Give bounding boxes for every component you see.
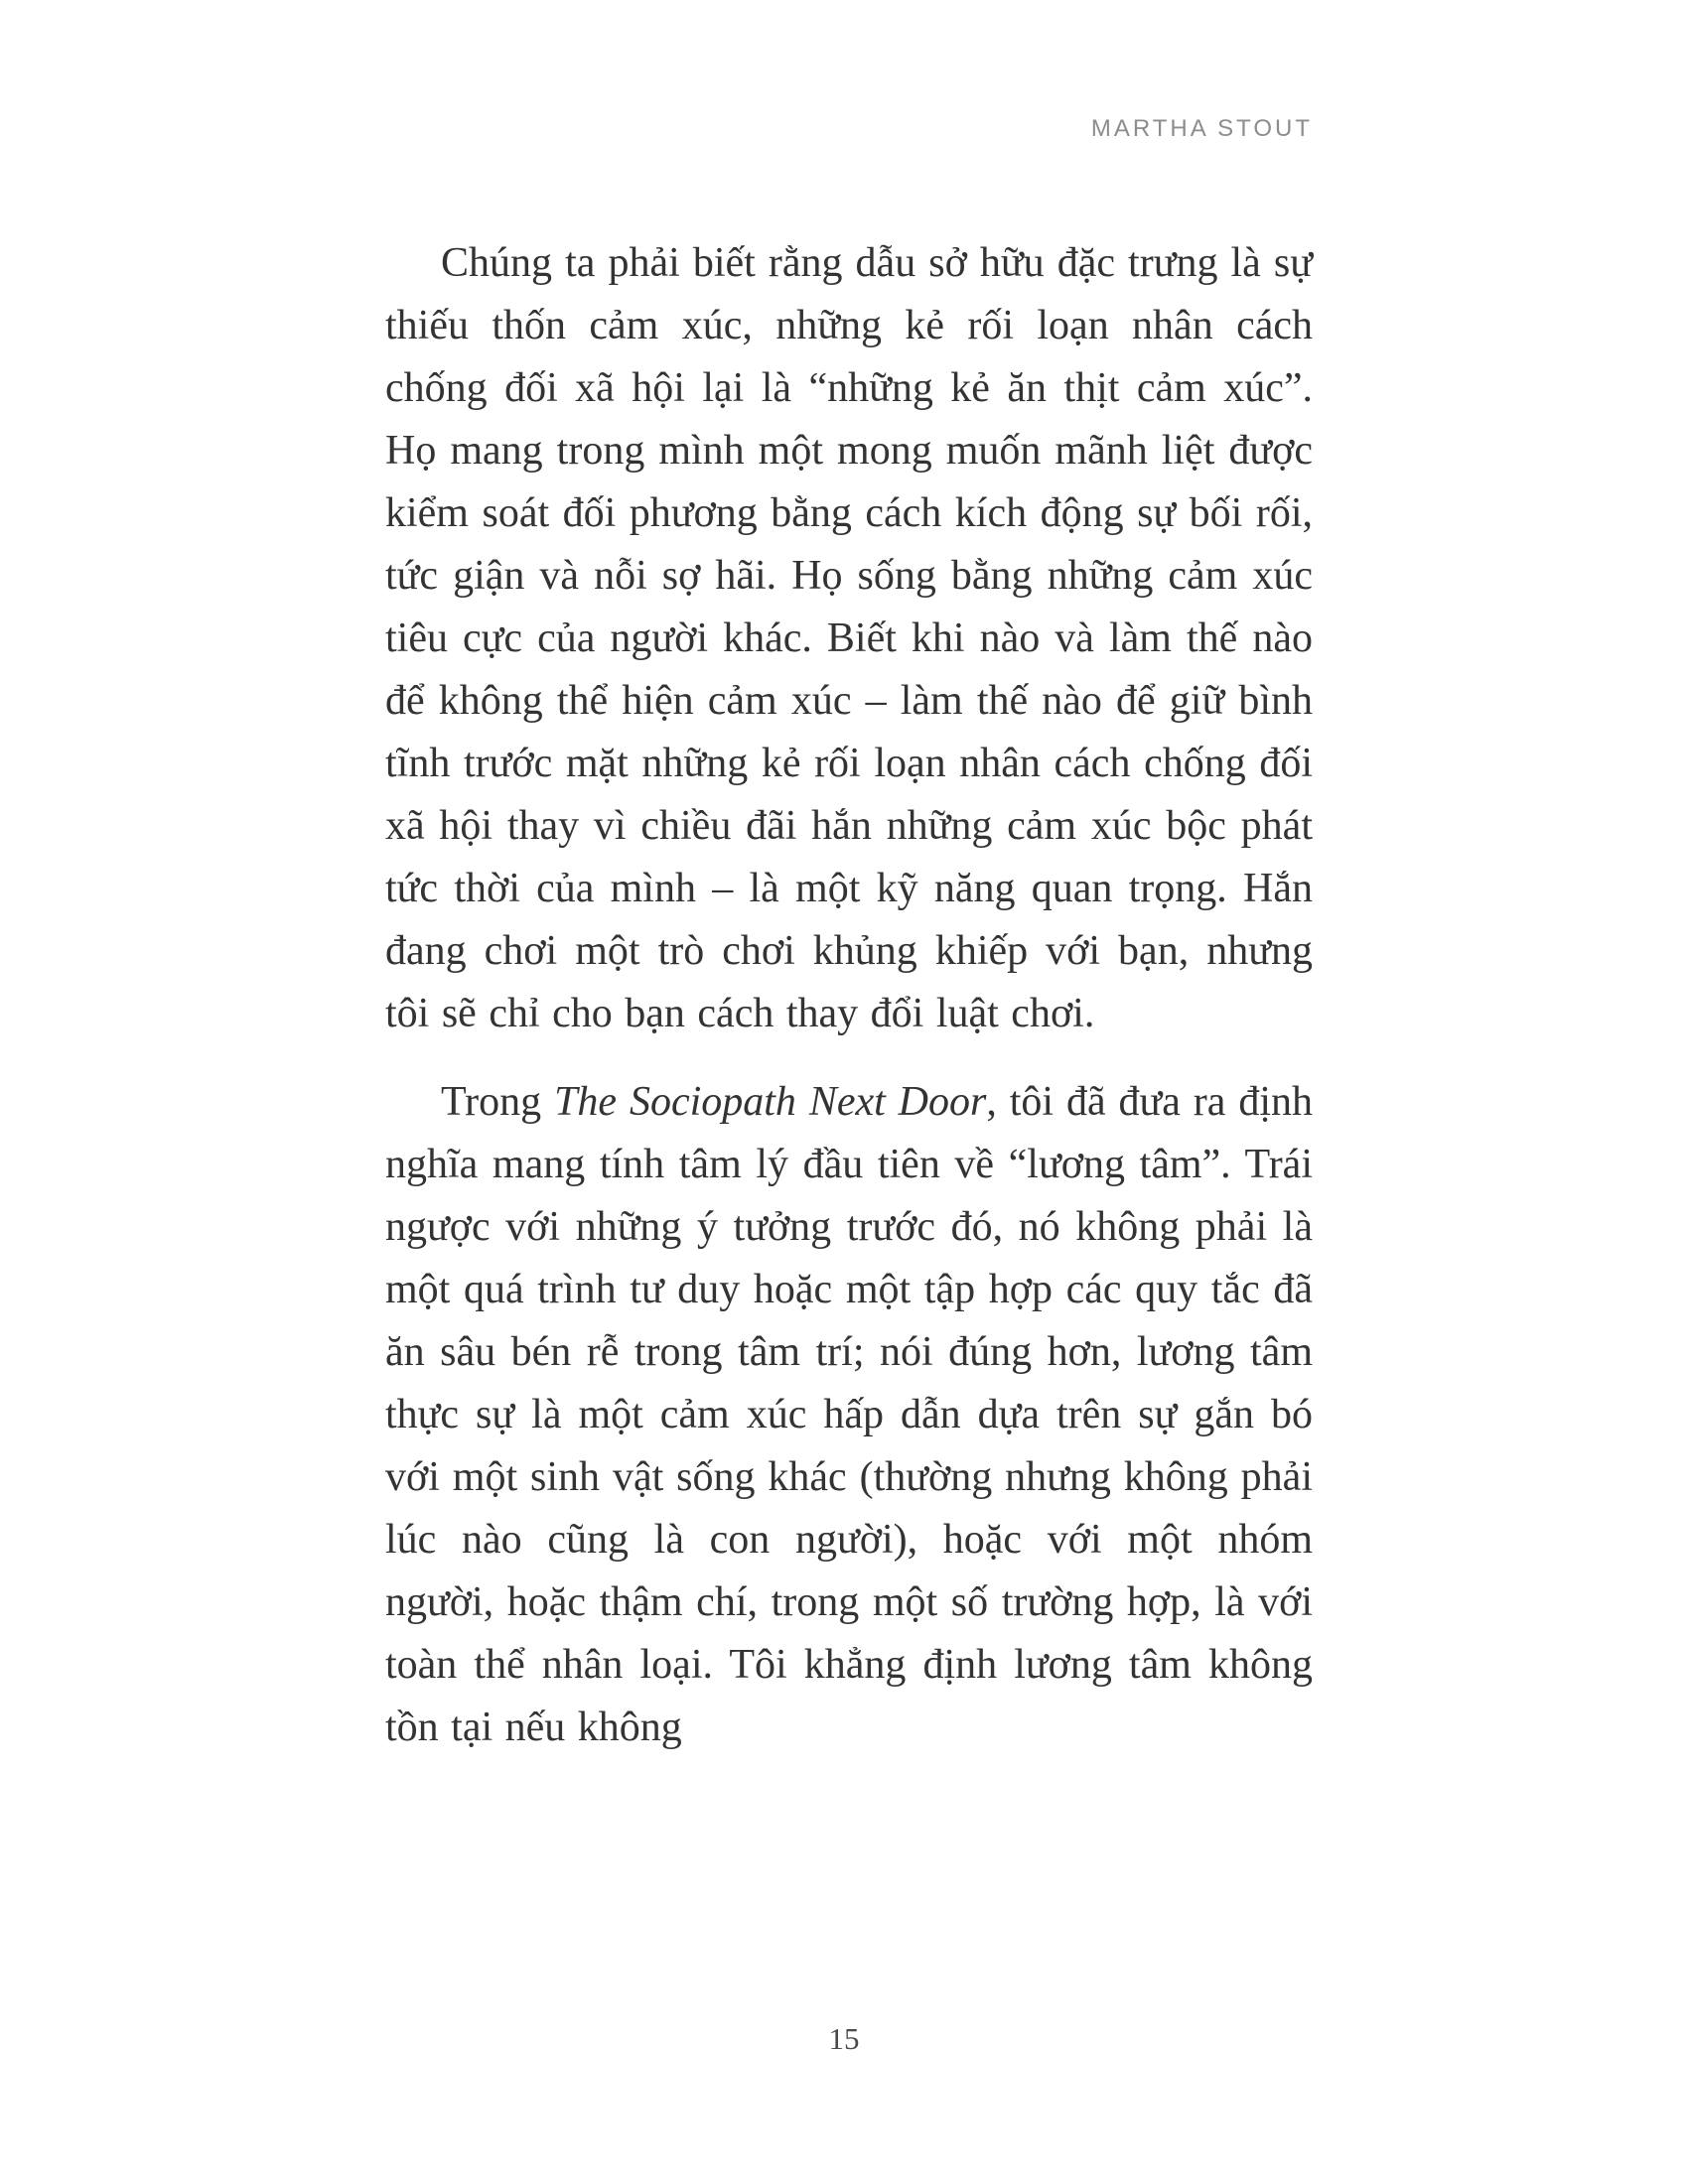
running-header [385, 117, 1313, 141]
book-title-italic: The Sociopath Next Door [554, 1079, 987, 1125]
content-column [385, 117, 1313, 1759]
page-footer [0, 2021, 1688, 2057]
paragraph-1 [385, 232, 1313, 1045]
running-header-author: MARTHA STOUT [1090, 115, 1313, 142]
body-text [385, 232, 1313, 1759]
text-segment: , tôi đã đưa ra định nghĩa mang tính tâm lý đầu tiên về “lương tâm”. Trái ngược với những ý tưởng trước đó, nó không phải là một quá trình tư duy hoặc một tập hợp các quy tắc đã ăn sâu bén rễ trong tâm trí; nói đúng hơn, lương tâm thực sự là một cảm xúc hấp dẫn dựa trên sự gắn bó với một sinh vật sống khác (thường nhưng không phải lúc nào cũng là con người), hoặc với một nhóm người, hoặc thậm chí, trong một số trường hợp, là với toàn thể nhân loại. Tôi khẳng định lương tâm không tồn tại nếu không [385, 1079, 1313, 1750]
text-segment: Trong [441, 1079, 555, 1125]
text-segment: Chúng ta phải biết rằng dẫu sở hữu đặc trưng là sự thiếu thốn cảm xúc, những kẻ rối loạn nhân cách chống đối xã hội lại là “những kẻ ăn thịt cảm xúc”. Họ mang trong mình một mong muốn mãnh liệt được kiểm soát đối phương bằng cách kích động sự bối rối, tức giận và nỗi sợ hãi. Họ sống bằng những cảm xúc tiêu cực của người khác. Biết khi nào và làm thế nào để không thể hiện cảm xúc – làm thế nào để giữ bình tĩnh trước mặt những kẻ rối loạn nhân cách chống đối xã hội thay vì chiều đãi hắn những cảm xúc bộc phát tức thời của mình – là một kỹ năng quan trọng. Hắn đang chơi một trò chơi khủng khiếp với bạn, nhưng tôi sẽ chỉ cho bạn cách thay đổi luật chơi. [385, 240, 1313, 1036]
page-number: 15 [828, 2021, 860, 2056]
paragraph-2 [385, 1071, 1313, 1759]
